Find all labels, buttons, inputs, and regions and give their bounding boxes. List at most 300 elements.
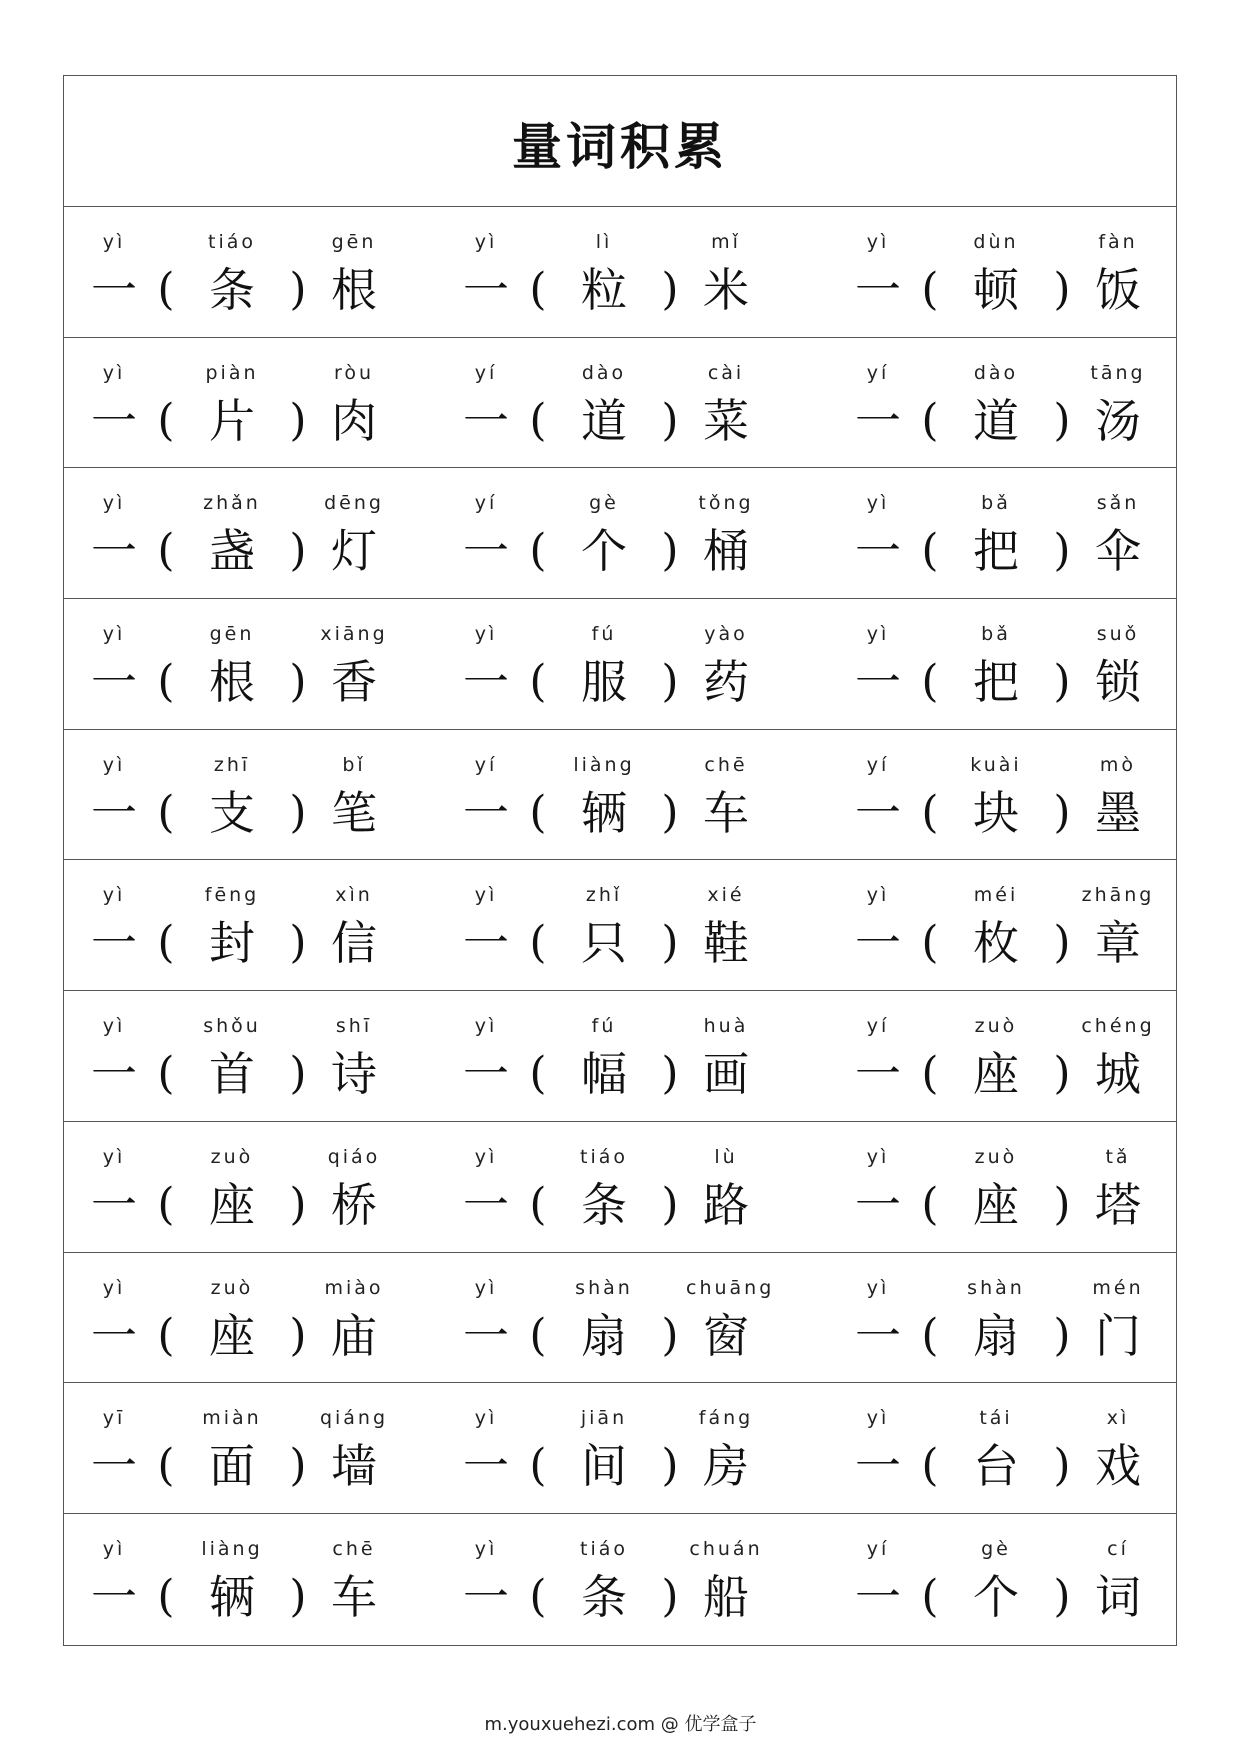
open-paren: ( xyxy=(921,1570,939,1622)
hanzi-line xyxy=(78,912,400,974)
hanzi-measure-word: 个 xyxy=(581,524,627,579)
hanzi-noun: 戏 xyxy=(1095,1439,1141,1494)
close-paren: ) xyxy=(661,1309,679,1361)
close-paren: ) xyxy=(661,1440,679,1492)
pinyin-noun: zhāng xyxy=(1081,884,1155,907)
hanzi-noun: 鞋 xyxy=(703,916,749,971)
pinyin-one: yí xyxy=(866,361,890,384)
hanzi-measure-word: 座 xyxy=(973,1177,1019,1232)
table-row xyxy=(64,1122,1176,1253)
pinyin-one: yì xyxy=(102,1276,126,1299)
pinyin-line xyxy=(78,752,400,778)
hanzi-measure-word: 把 xyxy=(973,655,1019,710)
pinyin-measure-word: shàn xyxy=(575,1276,633,1299)
pinyin-one: yì xyxy=(866,623,890,646)
pinyin-measure-word: kuài xyxy=(970,753,1022,776)
pinyin-measure-word: zuò xyxy=(974,1015,1018,1038)
hanzi-one: 一 xyxy=(855,1308,901,1363)
pinyin-line xyxy=(842,1405,1164,1431)
hanzi-measure-word: 道 xyxy=(581,393,627,448)
hanzi-line xyxy=(450,390,772,452)
pinyin-line xyxy=(842,621,1164,647)
measure-word-item xyxy=(784,1122,1176,1252)
pinyin-one: yī xyxy=(102,1407,126,1430)
hanzi-line xyxy=(78,520,400,582)
measure-word-item xyxy=(412,1122,784,1252)
pinyin-line xyxy=(78,360,400,386)
hanzi-measure-word: 幅 xyxy=(581,1047,627,1102)
pinyin-noun: yào xyxy=(704,623,748,646)
open-paren: ( xyxy=(529,394,547,446)
pinyin-line xyxy=(842,1013,1164,1039)
pinyin-one: yì xyxy=(866,492,890,515)
close-paren: ) xyxy=(1053,1440,1071,1492)
open-paren: ( xyxy=(921,394,939,446)
table-row xyxy=(64,338,1176,469)
hanzi-one: 一 xyxy=(855,785,901,840)
pinyin-one: yì xyxy=(474,1015,498,1038)
hanzi-noun: 灯 xyxy=(331,524,377,579)
page-title: 量词积累 xyxy=(512,117,728,176)
pinyin-measure-word: liàng xyxy=(201,1537,263,1560)
hanzi-line xyxy=(450,651,772,713)
close-paren: ) xyxy=(1053,394,1071,446)
pinyin-line xyxy=(842,1536,1164,1562)
hanzi-line xyxy=(842,259,1164,321)
hanzi-measure-word: 间 xyxy=(581,1439,627,1494)
pinyin-one: yì xyxy=(866,1407,890,1430)
measure-word-item xyxy=(784,1253,1176,1383)
pinyin-measure-word: tiáo xyxy=(580,1145,628,1168)
open-paren: ( xyxy=(157,394,175,446)
hanzi-one: 一 xyxy=(463,785,509,840)
close-paren: ) xyxy=(1053,264,1071,315)
pinyin-one: yì xyxy=(474,1537,498,1560)
pinyin-line xyxy=(450,360,772,386)
pinyin-line xyxy=(78,1013,400,1039)
hanzi-one: 一 xyxy=(91,1177,137,1232)
pinyin-measure-word: zuò xyxy=(210,1276,254,1299)
pinyin-noun: miào xyxy=(324,1276,384,1299)
hanzi-line xyxy=(842,520,1164,582)
hanzi-line xyxy=(78,1174,400,1236)
open-paren: ( xyxy=(529,1309,547,1361)
hanzi-line xyxy=(78,1305,400,1367)
pinyin-one: yí xyxy=(474,361,498,384)
pinyin-line xyxy=(450,1536,772,1562)
pinyin-line xyxy=(78,1144,400,1170)
close-paren: ) xyxy=(289,1570,307,1622)
pinyin-noun: dēng xyxy=(324,492,384,515)
hanzi-noun: 伞 xyxy=(1095,524,1141,579)
table-row xyxy=(64,599,1176,730)
close-paren: ) xyxy=(1053,1570,1071,1622)
pinyin-one: yì xyxy=(102,884,126,907)
hanzi-noun: 窗 xyxy=(703,1308,749,1363)
table-row xyxy=(64,1383,1176,1514)
open-paren: ( xyxy=(921,525,939,577)
hanzi-one: 一 xyxy=(855,393,901,448)
close-paren: ) xyxy=(1053,656,1071,708)
hanzi-one: 一 xyxy=(91,916,137,971)
pinyin-noun: fáng xyxy=(698,1407,754,1430)
hanzi-measure-word: 座 xyxy=(209,1308,255,1363)
open-paren: ( xyxy=(921,1309,939,1361)
measure-word-item xyxy=(64,991,412,1121)
open-paren: ( xyxy=(529,917,547,969)
hanzi-noun: 诗 xyxy=(331,1047,377,1102)
pinyin-noun: tāng xyxy=(1090,361,1146,384)
pinyin-noun: mò xyxy=(1099,753,1137,776)
pinyin-one: yì xyxy=(102,1145,126,1168)
hanzi-noun: 信 xyxy=(331,916,377,971)
hanzi-noun: 墨 xyxy=(1095,785,1141,840)
hanzi-line xyxy=(842,1174,1164,1236)
hanzi-line xyxy=(450,1566,772,1628)
close-paren: ) xyxy=(1053,917,1071,969)
pinyin-line xyxy=(450,882,772,908)
pinyin-one: yì xyxy=(474,884,498,907)
pinyin-one: yí xyxy=(866,753,890,776)
pinyin-line xyxy=(78,882,400,908)
close-paren: ) xyxy=(1053,786,1071,838)
pinyin-measure-word: bǎ xyxy=(981,623,1011,646)
hanzi-one: 一 xyxy=(855,916,901,971)
measure-word-item xyxy=(784,1383,1176,1513)
hanzi-noun: 庙 xyxy=(331,1308,377,1363)
pinyin-line xyxy=(450,229,772,255)
hanzi-line xyxy=(842,651,1164,713)
pinyin-noun: mǐ xyxy=(711,231,741,253)
hanzi-line xyxy=(450,520,772,582)
pinyin-measure-word: zhǐ xyxy=(585,884,623,907)
hanzi-one: 一 xyxy=(91,1439,137,1494)
measure-word-item xyxy=(412,338,784,468)
pinyin-measure-word: tái xyxy=(979,1407,1013,1430)
measure-word-item xyxy=(784,599,1176,729)
close-paren: ) xyxy=(289,786,307,838)
hanzi-measure-word: 把 xyxy=(973,524,1019,579)
measure-word-item xyxy=(412,468,784,598)
open-paren: ( xyxy=(921,1178,939,1230)
hanzi-line xyxy=(78,1043,400,1105)
hanzi-noun: 词 xyxy=(1095,1569,1141,1624)
measure-word-item xyxy=(784,1514,1176,1645)
pinyin-one: yí xyxy=(866,1537,890,1560)
hanzi-noun: 墙 xyxy=(331,1439,377,1494)
table-row xyxy=(64,1514,1176,1645)
pinyin-measure-word: shǒu xyxy=(203,1015,261,1038)
measure-word-item xyxy=(64,1383,412,1513)
open-paren: ( xyxy=(157,1570,175,1622)
pinyin-line xyxy=(78,229,400,255)
measure-word-item xyxy=(412,599,784,729)
close-paren: ) xyxy=(661,786,679,838)
pinyin-line xyxy=(450,1275,775,1301)
hanzi-one: 一 xyxy=(91,1569,137,1624)
pinyin-measure-word: gēn xyxy=(209,623,255,646)
hanzi-one: 一 xyxy=(855,1569,901,1624)
pinyin-noun: suǒ xyxy=(1096,623,1140,646)
measure-word-item xyxy=(784,991,1176,1121)
close-paren: ) xyxy=(661,656,679,708)
pinyin-measure-word: méi xyxy=(973,884,1019,907)
hanzi-measure-word: 台 xyxy=(973,1439,1019,1494)
hanzi-noun: 汤 xyxy=(1095,393,1141,448)
pinyin-noun: gēn xyxy=(331,231,377,253)
hanzi-one: 一 xyxy=(463,1569,509,1624)
open-paren: ( xyxy=(529,1440,547,1492)
open-paren: ( xyxy=(529,786,547,838)
measure-word-item xyxy=(64,207,412,337)
pinyin-one: yì xyxy=(474,231,498,253)
pinyin-line xyxy=(842,882,1164,908)
hanzi-measure-word: 片 xyxy=(209,393,255,448)
hanzi-line xyxy=(842,782,1164,844)
hanzi-noun: 塔 xyxy=(1095,1177,1141,1232)
open-paren: ( xyxy=(921,1048,939,1100)
hanzi-measure-word: 条 xyxy=(581,1177,627,1232)
hanzi-line xyxy=(842,1043,1164,1105)
pinyin-measure-word: dào xyxy=(581,361,627,384)
pinyin-noun: cí xyxy=(1107,1537,1129,1560)
pinyin-measure-word: lì xyxy=(595,231,613,253)
open-paren: ( xyxy=(921,1440,939,1492)
pinyin-noun: mén xyxy=(1092,1276,1144,1299)
hanzi-measure-word: 座 xyxy=(973,1047,1019,1102)
measure-word-item xyxy=(64,468,412,598)
pinyin-one: yì xyxy=(102,492,126,515)
hanzi-line xyxy=(78,1435,400,1497)
open-paren: ( xyxy=(157,786,175,838)
pinyin-line xyxy=(842,1275,1164,1301)
open-paren: ( xyxy=(529,1048,547,1100)
pinyin-noun: xié xyxy=(707,884,745,907)
hanzi-line xyxy=(450,1043,772,1105)
open-paren: ( xyxy=(921,264,939,315)
worksheet-table xyxy=(63,75,1177,1646)
close-paren: ) xyxy=(289,525,307,577)
open-paren: ( xyxy=(921,656,939,708)
pinyin-measure-word: tiáo xyxy=(580,1537,628,1560)
open-paren: ( xyxy=(529,656,547,708)
measure-word-item xyxy=(412,860,784,990)
pinyin-measure-word: fú xyxy=(591,1015,617,1038)
pinyin-one: yì xyxy=(102,231,126,253)
hanzi-line xyxy=(78,390,400,452)
hanzi-noun: 画 xyxy=(703,1047,749,1102)
hanzi-one: 一 xyxy=(463,263,509,317)
pinyin-one: yì xyxy=(102,753,126,776)
hanzi-measure-word: 根 xyxy=(209,655,255,710)
measure-word-item xyxy=(412,1383,784,1513)
hanzi-line xyxy=(78,651,400,713)
close-paren: ) xyxy=(289,264,307,315)
pinyin-line xyxy=(450,1144,772,1170)
close-paren: ) xyxy=(661,1178,679,1230)
hanzi-noun: 房 xyxy=(703,1439,749,1494)
hanzi-measure-word: 道 xyxy=(973,393,1019,448)
hanzi-one: 一 xyxy=(463,1439,509,1494)
hanzi-one: 一 xyxy=(463,916,509,971)
hanzi-one: 一 xyxy=(463,1047,509,1102)
measure-word-item xyxy=(64,1514,412,1645)
hanzi-one: 一 xyxy=(855,1047,901,1102)
pinyin-one: yí xyxy=(474,492,498,515)
table-row xyxy=(64,207,1176,338)
pinyin-measure-word: liàng xyxy=(573,753,635,776)
pinyin-line xyxy=(842,490,1164,516)
pinyin-measure-word: miàn xyxy=(202,1407,262,1430)
hanzi-line xyxy=(450,912,772,974)
measure-word-item xyxy=(784,730,1176,860)
hanzi-measure-word: 个 xyxy=(973,1569,1019,1624)
hanzi-measure-word: 座 xyxy=(209,1177,255,1232)
open-paren: ( xyxy=(529,264,547,315)
hanzi-one: 一 xyxy=(463,1177,509,1232)
open-paren: ( xyxy=(157,656,175,708)
pinyin-line xyxy=(450,621,772,647)
pinyin-noun: tǎ xyxy=(1105,1145,1131,1168)
close-paren: ) xyxy=(1053,1178,1071,1230)
hanzi-noun: 根 xyxy=(331,263,377,317)
pinyin-measure-word: fú xyxy=(591,623,617,646)
close-paren: ) xyxy=(1053,1309,1071,1361)
open-paren: ( xyxy=(157,1440,175,1492)
hanzi-noun: 桥 xyxy=(331,1177,377,1232)
hanzi-one: 一 xyxy=(91,524,137,579)
pinyin-measure-word: jiān xyxy=(580,1407,628,1430)
pinyin-measure-word: dào xyxy=(973,361,1019,384)
measure-word-item xyxy=(784,860,1176,990)
measure-word-item xyxy=(412,1514,784,1645)
hanzi-measure-word: 面 xyxy=(209,1439,255,1494)
pinyin-noun: xì xyxy=(1106,1407,1130,1430)
measure-word-item xyxy=(412,207,784,337)
pinyin-noun: bǐ xyxy=(342,753,366,776)
open-paren: ( xyxy=(157,264,175,315)
pinyin-line xyxy=(78,1536,400,1562)
pinyin-noun: shī xyxy=(335,1015,373,1038)
pinyin-line xyxy=(842,752,1164,778)
hanzi-line xyxy=(78,782,400,844)
pinyin-noun: ròu xyxy=(333,361,375,384)
hanzi-noun: 车 xyxy=(703,785,749,840)
close-paren: ) xyxy=(289,917,307,969)
hanzi-line xyxy=(450,782,772,844)
hanzi-line xyxy=(450,259,772,321)
hanzi-measure-word: 块 xyxy=(973,785,1019,840)
hanzi-noun: 路 xyxy=(703,1177,749,1232)
hanzi-measure-word: 首 xyxy=(209,1047,255,1102)
title-row xyxy=(64,76,1176,207)
hanzi-one: 一 xyxy=(91,785,137,840)
pinyin-noun: lù xyxy=(714,1145,738,1168)
hanzi-noun: 饭 xyxy=(1095,263,1141,317)
hanzi-measure-word: 只 xyxy=(581,916,627,971)
close-paren: ) xyxy=(1053,1048,1071,1100)
close-paren: ) xyxy=(661,917,679,969)
hanzi-measure-word: 支 xyxy=(209,785,255,840)
hanzi-noun: 香 xyxy=(331,655,377,710)
pinyin-line xyxy=(450,490,772,516)
pinyin-measure-word: gè xyxy=(589,492,619,515)
hanzi-one: 一 xyxy=(463,524,509,579)
pinyin-measure-word: dùn xyxy=(973,231,1019,253)
pinyin-line xyxy=(450,752,772,778)
hanzi-one: 一 xyxy=(91,393,137,448)
pinyin-one: yì xyxy=(102,623,126,646)
open-paren: ( xyxy=(157,1178,175,1230)
close-paren: ) xyxy=(289,1178,307,1230)
pinyin-one: yí xyxy=(866,1015,890,1038)
close-paren: ) xyxy=(289,1048,307,1100)
hanzi-line xyxy=(842,912,1164,974)
pinyin-line xyxy=(78,1405,400,1431)
open-paren: ( xyxy=(529,525,547,577)
hanzi-noun: 笔 xyxy=(331,785,377,840)
hanzi-line xyxy=(450,1305,772,1367)
pinyin-measure-word: zhī xyxy=(213,753,251,776)
hanzi-measure-word: 盏 xyxy=(209,524,255,579)
table-row xyxy=(64,730,1176,861)
close-paren: ) xyxy=(1053,525,1071,577)
close-paren: ) xyxy=(661,525,679,577)
pinyin-noun: cài xyxy=(707,361,745,384)
pinyin-one: yì xyxy=(102,1015,126,1038)
pinyin-line xyxy=(78,490,400,516)
measure-word-item xyxy=(784,207,1176,337)
open-paren: ( xyxy=(157,525,175,577)
pinyin-one: yì xyxy=(866,231,890,253)
close-paren: ) xyxy=(289,1440,307,1492)
pinyin-measure-word: gè xyxy=(981,1537,1011,1560)
close-paren: ) xyxy=(289,656,307,708)
hanzi-noun: 菜 xyxy=(703,393,749,448)
hanzi-noun: 船 xyxy=(703,1569,749,1624)
hanzi-one: 一 xyxy=(855,524,901,579)
measure-word-item xyxy=(64,860,412,990)
pinyin-noun: chuán xyxy=(689,1537,763,1560)
hanzi-one: 一 xyxy=(855,263,901,317)
pinyin-line xyxy=(78,621,400,647)
hanzi-line xyxy=(842,1566,1164,1628)
hanzi-noun: 章 xyxy=(1095,916,1141,971)
hanzi-noun: 城 xyxy=(1095,1047,1141,1102)
pinyin-measure-word: zhǎn xyxy=(203,492,261,515)
pinyin-one: yì xyxy=(866,884,890,907)
hanzi-one: 一 xyxy=(855,1439,901,1494)
measure-word-item xyxy=(412,730,784,860)
pinyin-line xyxy=(78,1275,400,1301)
table-row xyxy=(64,1253,1176,1384)
pinyin-one: yí xyxy=(474,753,498,776)
pinyin-one: yì xyxy=(474,1276,498,1299)
pinyin-noun: qiáng xyxy=(319,1407,389,1430)
hanzi-measure-word: 服 xyxy=(581,655,627,710)
hanzi-line xyxy=(842,390,1164,452)
measure-word-item xyxy=(64,599,412,729)
table-row xyxy=(64,860,1176,991)
measure-word-item xyxy=(412,991,784,1121)
pinyin-noun: sǎn xyxy=(1096,492,1140,515)
pinyin-one: yì xyxy=(474,1145,498,1168)
hanzi-one: 一 xyxy=(855,1177,901,1232)
measure-word-item xyxy=(64,730,412,860)
hanzi-line xyxy=(450,1435,772,1497)
close-paren: ) xyxy=(661,1570,679,1622)
pinyin-noun: chuāng xyxy=(686,1276,775,1299)
